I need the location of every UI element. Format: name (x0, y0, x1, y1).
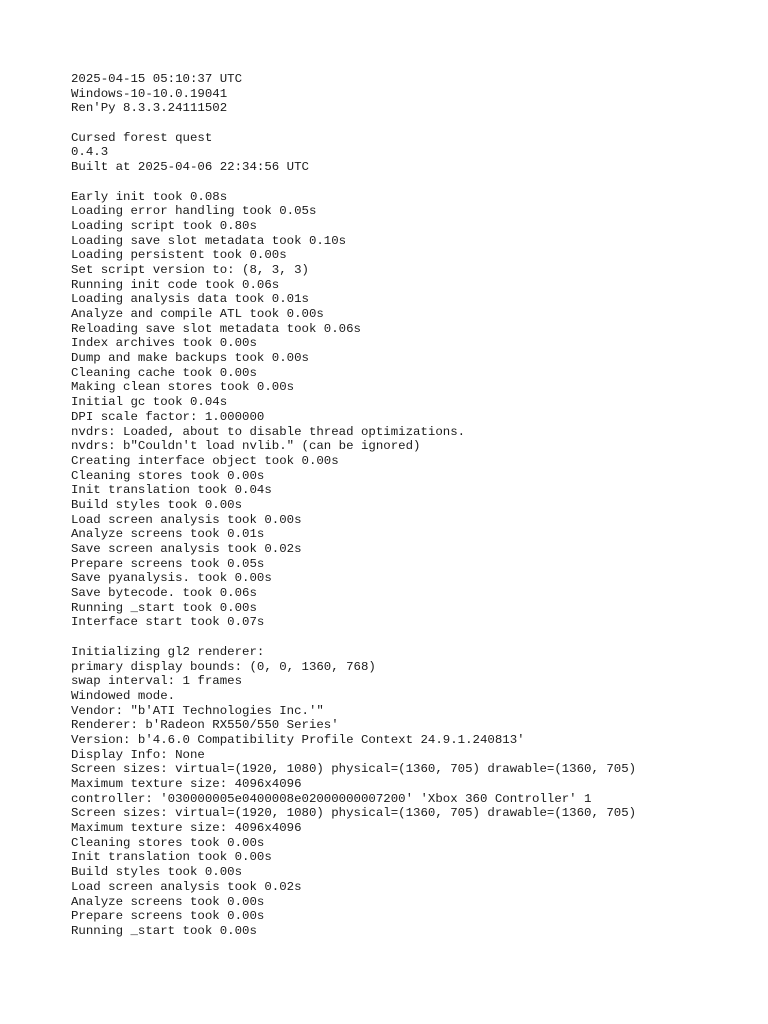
log-line: Save screen analysis took 0.02s (71, 542, 302, 556)
log-line: 0.4.3 (71, 145, 109, 160)
log-line: Cursed forest quest (71, 130, 213, 145)
log-line: Windows-10-10.0.19041 (71, 86, 228, 101)
log-line: Dump and make backups took 0.00s (71, 351, 309, 366)
log-line: Ren'Py 8.3.3.24111502 (71, 101, 228, 116)
log-line: Loading persistent took 0.00s (71, 248, 287, 263)
log-line: Analyze screens took 0.01s (71, 527, 265, 542)
log-line: 2025-04-15 05:10:37 UTC (71, 72, 243, 86)
log-line: Vendor: "b'ATI Technologies Inc.'" (71, 703, 324, 718)
log-line: primary display bounds: (0, 0, 1360, 768) (71, 659, 376, 674)
log-line: Maximum texture size: 4096x4096 (71, 821, 302, 836)
log-line: Save bytecode. took 0.06s (71, 586, 257, 601)
log-line: Build styles took 0.00s (71, 497, 243, 512)
log-line: Analyze screens took 0.00s (71, 894, 265, 909)
log-text (71, 72, 761, 939)
log-line: Cleaning cache took 0.00s (71, 365, 257, 380)
log-line: Interface start took 0.07s (71, 615, 265, 630)
log-block (71, 72, 761, 116)
log-line: Load screen analysis took 0.00s (71, 512, 302, 527)
log-line: Init translation took 0.04s (71, 483, 272, 498)
log-line: nvdrs: Loaded, about to disable thread optimizations. (71, 424, 466, 439)
log-line: Early init took 0.08s (71, 189, 228, 204)
log-line: Renderer: b'Radeon RX550/550 Series' (71, 718, 339, 733)
log-line: Analyze and compile ATL took 0.00s (71, 307, 324, 321)
log-line: Built at 2025-04-06 22:34:56 UTC (71, 160, 309, 175)
log-block (71, 131, 761, 175)
log-line: Making clean stores took 0.00s (71, 380, 295, 395)
log-line: swap interval: 1 frames (71, 674, 243, 689)
log-line: Running _start took 0.00s (71, 923, 257, 938)
log-line: Loading analysis data took 0.01s (71, 292, 309, 307)
log-line: Display Info: None (71, 747, 205, 762)
log-line: Reloading save slot metadata took 0.06s (71, 321, 361, 336)
log-block (71, 645, 761, 939)
log-block (71, 190, 761, 631)
log-line: Set script version to: (8, 3, 3) (71, 262, 309, 277)
log-line: Maximum texture size: 4096x4096 (71, 777, 302, 791)
log-line: Loading script took 0.80s (71, 218, 257, 233)
log-line: Loading error handling took 0.05s (71, 204, 317, 219)
log-line: Windowed mode. (71, 688, 176, 703)
log-line: nvdrs: b"Couldn't load nvlib." (can be ignored) (71, 439, 421, 454)
log-line: Loading save slot metadata took 0.10s (71, 233, 347, 248)
log-line: Screen sizes: virtual=(1920, 1080) physical=(1360, 705) drawable=(1360, 705) (71, 806, 637, 821)
log-line: Initializing gl2 renderer: (71, 644, 265, 659)
log-line: Running _start took 0.00s (71, 600, 257, 615)
log-line: Screen sizes: virtual=(1920, 1080) physical=(1360, 705) drawable=(1360, 705) (71, 762, 637, 777)
log-line: Running init code took 0.06s (71, 277, 280, 292)
log-line: Build styles took 0.00s (71, 865, 243, 880)
log-line: Initial gc took 0.04s (71, 395, 228, 410)
log-line: Index archives took 0.00s (71, 336, 257, 351)
log-line: Prepare screens took 0.05s (71, 556, 265, 571)
log-line: Init translation took 0.00s (71, 850, 272, 865)
log-line: Cleaning stores took 0.00s (71, 468, 265, 483)
log-line: Load screen analysis took 0.02s (71, 879, 302, 894)
log-line: controller: '030000005e0400008e02000000007200' 'Xbox 360 Controller' 1 (71, 791, 592, 806)
log-line: DPI scale factor: 1.000000 (71, 409, 265, 424)
log-line: Creating interface object took 0.00s (71, 453, 339, 468)
log-line: Version: b'4.6.0 Compatibility Profile Context 24.9.1.240813' (71, 732, 525, 747)
log-line: Cleaning stores took 0.00s (71, 835, 265, 850)
log-line: Prepare screens took 0.00s (71, 909, 265, 924)
log-line: Save pyanalysis. took 0.00s (71, 571, 272, 586)
